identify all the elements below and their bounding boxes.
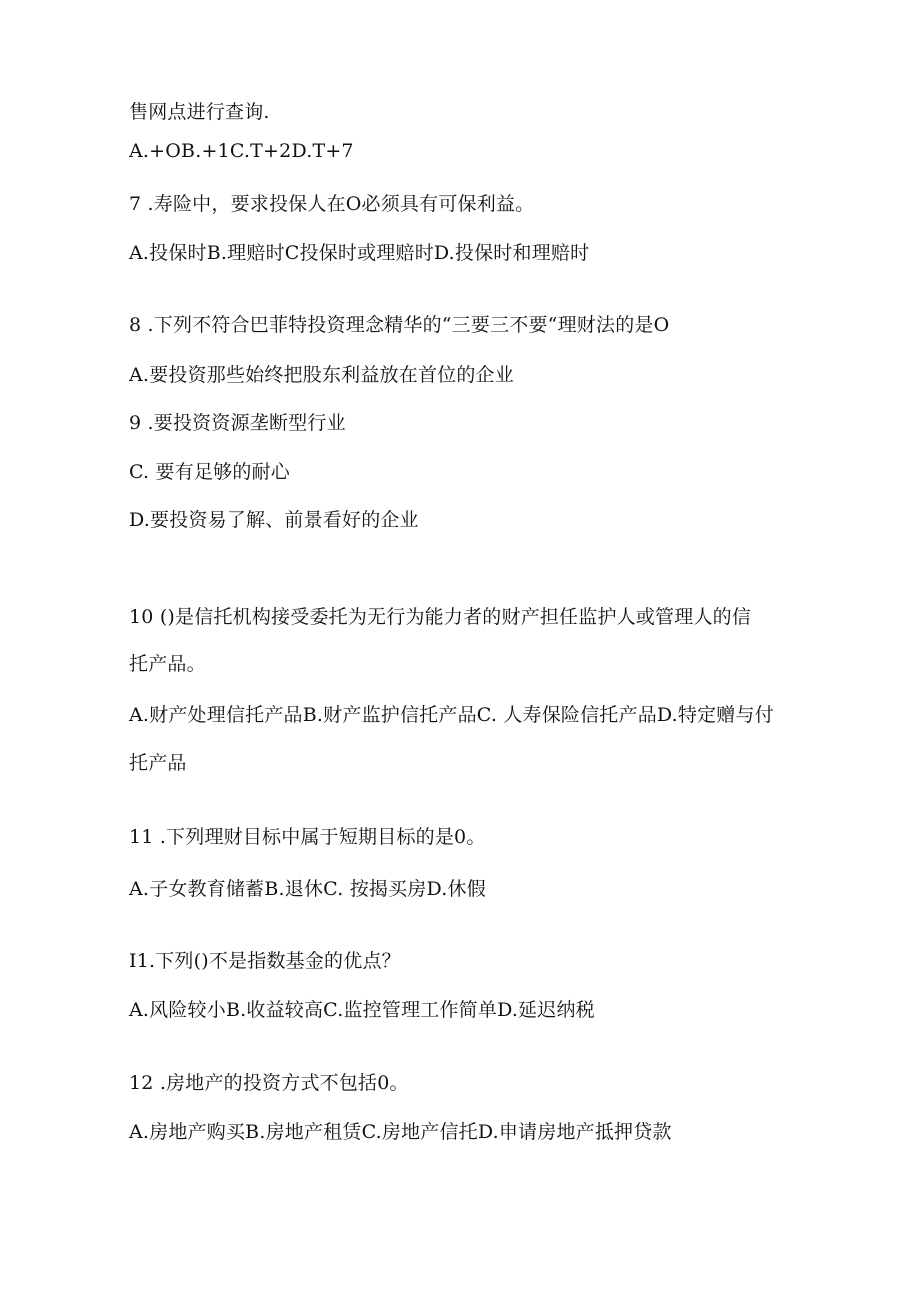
question-line: 12 .房地产的投资方式不包括0。 (129, 1072, 409, 1094)
options-line: A.房地产购买B.房地产租赁C.房地产信托D.申请房地产抵押贷款 (129, 1121, 672, 1143)
options-line: C. 要有足够的耐心 (129, 461, 290, 483)
options-line: A.子女教育储蓄B.退休C. 按揭买房D.休假 (129, 878, 486, 900)
question-line: 8 .下列不符合巴菲特投资理念精华的“三要三不要“理财法的是O (129, 314, 670, 336)
options-line: A.风险较小B.收益较高C.监控管理工作简单D.延迟纳税 (129, 999, 595, 1021)
options-line: 9 .要投资资源垄断型行业 (129, 412, 346, 434)
text-line: 售网点进行查询. (129, 101, 270, 123)
question-line: 7 .寿险中，要求投保人在O必须具有可保利益。 (129, 193, 535, 215)
options-line: D.要投资易了解、前景看好的企业 (129, 509, 419, 531)
options-line: A.投保时B.理赔时C投保时或理赔时D.投保时和理赔时 (129, 242, 590, 264)
question-line: 11 .下列理财目标中属于短期目标的是0。 (129, 826, 486, 848)
options-line-continued: 托产品 (129, 752, 187, 774)
question-line-continued: 托产品。 (129, 653, 206, 675)
options-line: A.+OB.+1C.T+2D.T+7 (129, 140, 354, 162)
question-line: I1.下列()不是指数基金的优点？ (129, 950, 401, 972)
options-line: A.要投资那些始终把股东利益放在首位的企业 (129, 364, 514, 386)
question-line: 10 ()是信托机构接受委托为无行为能力者的财产担任监护人或管理人的信 (129, 606, 752, 628)
options-line: A.财产处理信托产品B.财产监护信托产品C. 人寿保险信托产品D.特定赠与付 (129, 704, 774, 726)
